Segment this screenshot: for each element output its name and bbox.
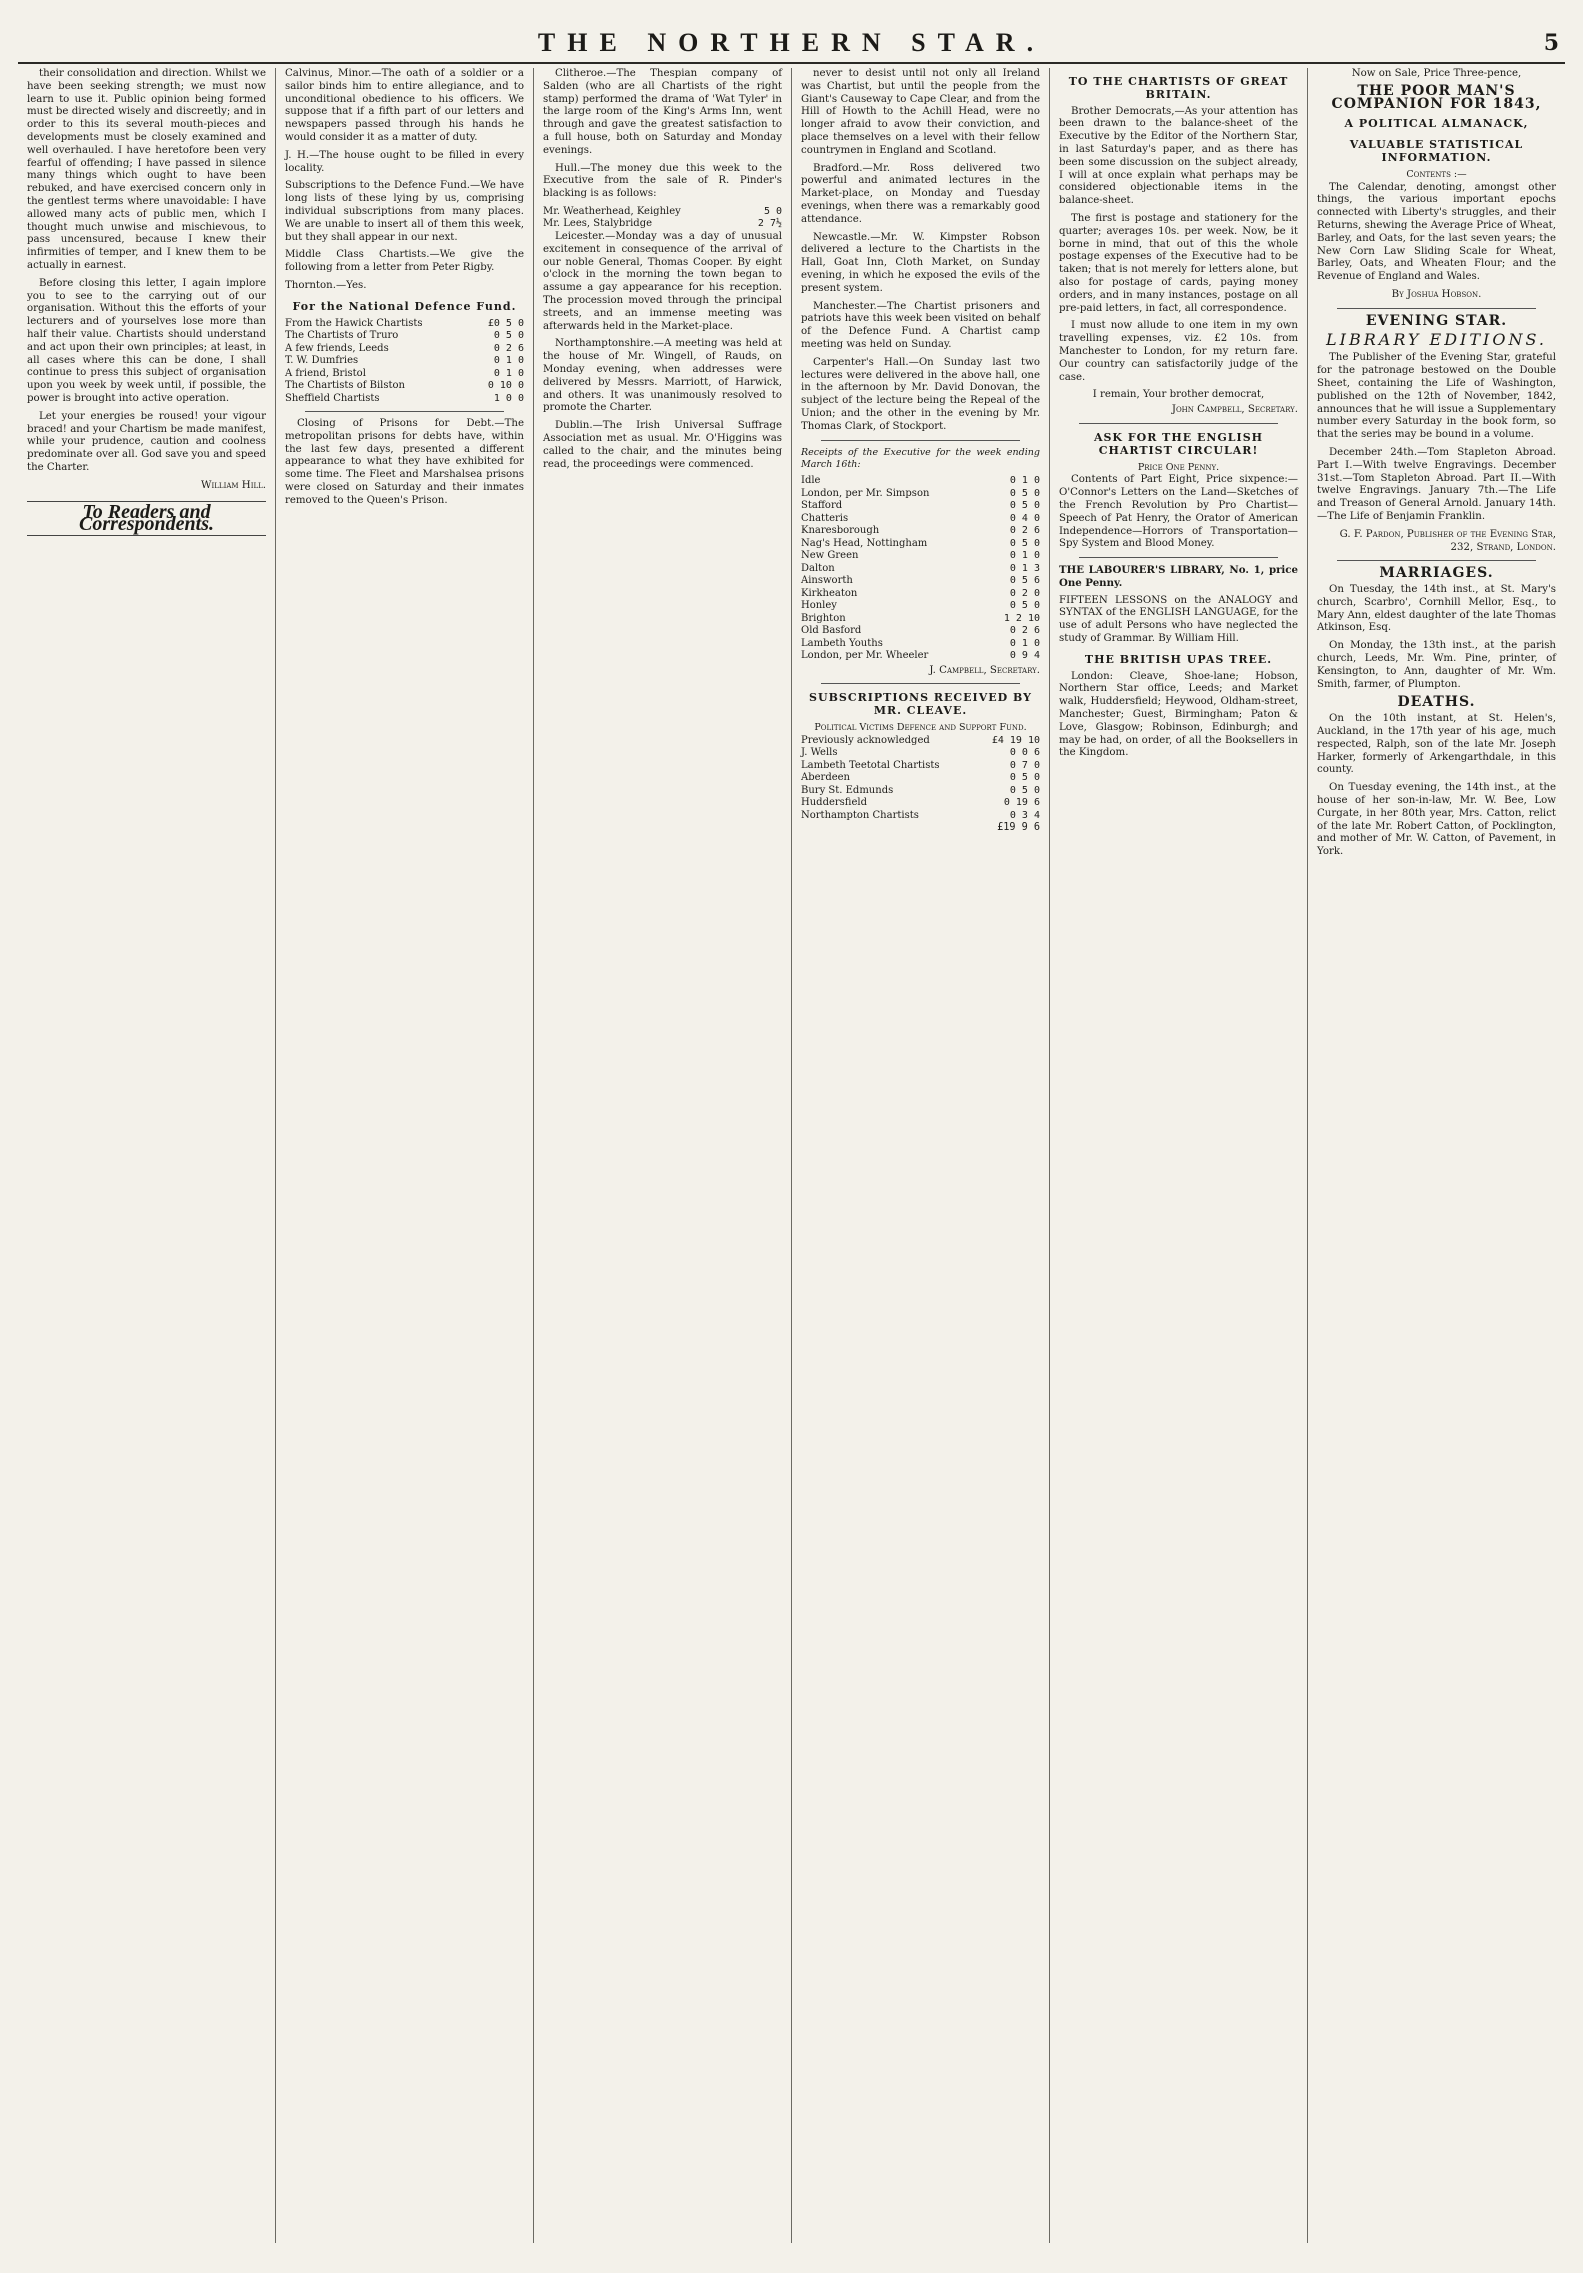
correspondent-note: Subscriptions to the Defence Fund.—We have long lists of these lying by us, comprising individual subscriptions from many places. We are unable to insert all of them this week, but they shall appear in our next. (285, 180, 524, 243)
advert-heading: THE BRITISH UPAS TREE. (1084, 652, 1273, 666)
evening-star-heading: EVENING STAR. (1365, 312, 1508, 329)
article-paragraph: Brother Democrats,—As your attention has been drawn to the balance-sheet of the Executive by the Editor of the Northern Star, in last Saturday's paper, and as there has been some discussion on the subject already, I will at once explain what perhaps may be considered objectionable items in the balance-sheet. (1059, 105, 1298, 207)
advert-title: THE LABOURER'S LIBRARY, No. 1, price One Penny. (1059, 564, 1298, 589)
article-paragraph: Closing of Prisons for Debt.—The metropolitan prisons for debts have, within the last few days, presented a different appearance to what they have exhibited for some time. The Fleet and Marshalsea prisons were closed on Saturday and their inmates removed to the Queen's Prison. (285, 418, 524, 506)
article-paragraph: Northamptonshire.—A meeting was held at the house of Mr. Wingell, of Rauds, on Monday evening, when addresses were delivered by Messrs. Marriott, of Harwick, and others. It was unanimously resolved to promote the Charter. (543, 338, 782, 414)
section-heading: To Readers and Correspondents. (27, 501, 266, 537)
advert-paragraph: The Calendar, denoting, amongst other things, the various important epochs connected with Liberty's struggles, and their Returns, shewing the Average Price of Wheat, Barley, and Oats, for the last seven years; the New Corn Law Sliding Scale for Wheat, Barley, Oats, and Wheaten Flour; and the Revenue of England and Wales. (1317, 181, 1556, 283)
columns (18, 68, 1565, 2243)
subscriptions-heading: SUBSCRIPTIONS RECEIVED BY MR. CLEAVE. (809, 691, 1032, 718)
correspondent-note: Calvinus, Minor.—The oath of a soldier or a sailor binds him to entire allegiance, and to unconditional obedience to his officers. We suppose that if a fifth part of our letters and newspapers passed through his hands he would consider it as a matter of duty. (285, 68, 524, 143)
list-item: Aberdeen 0 5 0 (801, 772, 1040, 784)
list-item: Idle 0 1 0 (801, 475, 1040, 487)
list-item: Mr. Weatherhead, Keighley 5 0 (543, 205, 782, 217)
divider (821, 440, 1020, 441)
marriage-notice: On Tuesday, the 14th inst., at St. Mary's church, Scarbro', Cornhill Mellor, Esq., to Mary Ann, eldest daughter of the late Thomas Atkinson, Esq. (1317, 584, 1556, 634)
article-paragraph: Manchester.—The Chartist prisoners and patriots have this week been visited on behalf of the Defence Fund. A Chartist camp meeting was held on Sunday. (801, 300, 1040, 350)
list-item: Nag's Head, Nottingham 0 5 0 (801, 537, 1040, 549)
article-paragraph: Leicester.—Monday was a day of unusual excitement in consequence of the arrival of our noble General, Thomas Cooper. By eight o'clock in the morning the town began to assume a gay appearance for his reception. The procession moved through the principal streets, and an immense meeting was afterwards held in the Market-place. (543, 230, 782, 332)
list-item: Dalton 0 1 3 (801, 562, 1040, 574)
article-paragraph: Hull.—The money due this week to the Executive from the sale of R. Pinder's blacking is as follows: (543, 162, 782, 200)
advert-heading: ASK FOR THE ENGLISH CHARTIST CIRCULAR! (1093, 430, 1264, 457)
list-item: Mr. Lees, Stalybridge 2 7½ (543, 218, 782, 230)
almanack-subtitle: A POLITICAL ALMANACK, (1344, 117, 1529, 131)
almanack-title: THE POOR MAN'S COMPANION FOR 1843, (1331, 82, 1542, 112)
divider (1079, 557, 1278, 558)
correspondent-note: J. H.—The house ought to be filled in every locality. (285, 149, 524, 174)
column-4 (792, 68, 1050, 2243)
list-item: London, per Mr. Wheeler 0 9 4 (801, 650, 1040, 662)
subscriptions-total: £19 9 6 (997, 822, 1040, 834)
article-paragraph: Bradford.—Mr. Ross delivered two powerful and animated lectures in the Market-place, on Monday and Tuesday evenings, when there was a remarkably good attendance. (801, 162, 1040, 225)
list-item: Chatteris 0 4 0 (801, 512, 1040, 524)
list-item: Honley 0 5 0 (801, 600, 1040, 612)
list-item: Previously acknowledged £4 19 10 (801, 734, 1040, 746)
article-paragraph: Before closing this letter, I again implore you to see to the carrying out of our organisation. Without this the efforts of your lecturers and of yourselves lose more than half their value. Chartists should understand and act upon their own principles; at least, in all cases where this can be done, I shall continue to press this subject of organisation upon you week by week until, if possible, the power is brought into active operation. (27, 277, 266, 404)
list-item: London, per Mr. Simpson 0 5 0 (801, 487, 1040, 499)
marriage-notice: On Monday, the 13th inst., at the parish church, Leeds, Mr. Wm. Pine, printer, of Kensington, to Ann, daughter of Mr. Wm. Smith, farmer, of Plumpton. (1317, 640, 1556, 690)
list-item: A friend, Bristol 0 1 0 (285, 367, 524, 379)
almanack-intro: Now on Sale, Price Three-pence, (1351, 68, 1522, 79)
secretary-signature: J. Campbell, Secretary. (929, 664, 1040, 676)
list-item: The Chartists of Bilston 0 10 0 (285, 380, 524, 392)
list-item: Kirkheaton 0 2 0 (801, 587, 1040, 599)
masthead (18, 28, 1565, 64)
newspaper-title: THE NORTHERN STAR. (537, 28, 1046, 57)
letter-signature: John Campbell, Secretary. (1171, 404, 1298, 416)
advert-price: Price One Penny. (1137, 461, 1220, 473)
column-2 (276, 68, 534, 2243)
list-item: Northampton Chartists 0 3 4 (801, 809, 1040, 821)
article-paragraph: Newcastle.—Mr. W. Kimpster Robson delivered a lecture to the Chartists in the Hall, Goat Inn, Cloth Market, on Sunday evening, in which he exposed the evils of the present system. (801, 231, 1040, 294)
library-editions-heading: LIBRARY EDITIONS. (1326, 329, 1547, 349)
column-1 (18, 68, 276, 2243)
list-item: Old Basford 0 2 6 (801, 625, 1040, 637)
list-item: Huddersfield 0 19 6 (801, 797, 1040, 809)
publisher-signature: G. F. Pardon, Publisher of the Evening Star, 232, Strand, London. (1339, 528, 1556, 553)
article-paragraph: The first is postage and stationery for the quarter; averages 10s. per week. Now, be it borne in mind, that out of this the whole postage expenses of the Executive had to be taken; that is not merely for letters alone, but also for postage of cards, paying money orders, and in many instances, postage on all pre-paid letters, in fact, all correspondence. (1059, 212, 1298, 314)
article-paragraph: I must now allude to one item in my own travelling expenses, viz. £2 10s. from Manchester to London, for my return fare. Our country can satisfactorily judge of the case. (1059, 320, 1298, 383)
divider (1079, 423, 1278, 424)
list-item: Lambeth Teetotal Chartists 0 7 0 (801, 759, 1040, 771)
list-item: J. Wells 0 0 6 (801, 747, 1040, 759)
marriages-heading: MARRIAGES. (1379, 565, 1494, 582)
page-number: 5 (1543, 30, 1559, 56)
death-notice: On the 10th instant, at St. Helen's, Auckland, in the 17th year of his age, much respected, Ralph, son of the late Mr. Joseph Harker, formerly of Arkengarthdale, in this county. (1317, 713, 1556, 776)
list-item: Bury St. Edmunds 0 5 0 (801, 784, 1040, 796)
advert-paragraph: The Publisher of the Evening Star, grateful for the patronage bestowed on the Double Sheet, containing the Life of Washington, published on the 12th of November, 1842, announces that he will issue a Supplementary number every Saturday in the book form, so that the series may be bound in a volume. (1317, 352, 1556, 441)
list-item: Ainsworth 0 5 6 (801, 575, 1040, 587)
correspondent-note: Thornton.—Yes. (285, 279, 367, 291)
divider (1337, 308, 1536, 309)
list-item: Stafford 0 5 0 (801, 500, 1040, 512)
list-title: Receipts of the Executive for the week ending March 16th: (801, 446, 1040, 471)
column-3 (534, 68, 792, 2243)
letter-heading: TO THE CHARTISTS OF GREAT BRITAIN. (1068, 75, 1289, 101)
correspondent-note: Middle Class Chartists.—We give the following from a letter from Peter Rigby. (285, 249, 524, 274)
advert-paragraph: December 24th.—Tom Stapleton Abroad. Part I.—With twelve Engravings. December 31st.—Tom Stapleton Abroad. Part II.—With twelve Engravings. January 7th.—The Life and Treason of General Arnold. January 14th.—The Life of Benjamin Franklin. (1317, 446, 1556, 522)
list-item: New Green 0 1 0 (801, 550, 1040, 562)
contents-label: Contents :— (1406, 168, 1467, 180)
list-title: For the National Defence Fund. (292, 299, 517, 313)
divider (1337, 560, 1536, 561)
list-item: Knaresborough 0 2 6 (801, 525, 1040, 537)
list-item: Sheffield Chartists 1 0 0 (285, 392, 524, 404)
list-item: A few friends, Leeds 0 2 6 (285, 342, 524, 354)
deaths-heading: DEATHS. (1397, 694, 1476, 711)
list-item: T. W. Dumfries 0 1 0 (285, 355, 524, 367)
divider (821, 683, 1020, 684)
article-signature: William Hill. (201, 479, 266, 491)
death-notice: On Tuesday evening, the 14th inst., at the house of her son-in-law, Mr. W. Bee, Low Curgate, in her 80th year, Mrs. Catton, relict of the late Mr. Robert Catton, of Pocklington, and mother of Mr. W. Catton, of Pavement, in York. (1317, 782, 1556, 858)
subscriptions-list (801, 735, 1040, 823)
advert-paragraph: Contents of Part Eight, Price sixpence:—O'Connor's Letters on the Land—Sketches of the French Revolution by Pro Chartist—Speech of Pat Henry, the Orator of American Independence—Horrors of Transportation—Spy System and Blood Money. (1059, 474, 1298, 550)
subscription-list (285, 318, 524, 406)
blacking-list (543, 206, 782, 231)
list-item: Brighton 1 2 10 (801, 612, 1040, 624)
letter-closing: I remain, Your brother democrat, (1092, 389, 1265, 401)
article-paragraph: never to desist until not only all Ireland was Chartist, but until the people from the Giant's Causeway to Cape Clear, and from the Hill of Howth to the Achill Head, were no longer afraid to avow their conviction, and place themselves on a level with their fellow countrymen in England and Scotland. (801, 68, 1040, 156)
almanack-author: By Joshua Hobson. (1391, 288, 1482, 300)
almanack-subtitle: VALUABLE STATISTICAL INFORMATION. (1349, 138, 1524, 164)
column-5 (1050, 68, 1308, 2243)
article-paragraph: Clitheroe.—The Thespian company of Salden (who are all Chartists of the right stamp) performed the drama of 'Wat Tyler' in the large room of the King's Arms Inn, went through and gave the greatest satisfaction to a full house, both on Saturday and Monday evenings. (543, 68, 782, 156)
article-paragraph: Let your energies be roused! your vigour braced! and your Chartism be made manifest, while your prudence, caution and coolness predominate over all. God save you and speed the Charter. (27, 410, 266, 473)
article-paragraph: Dublin.—The Irish Universal Suffrage Association met as usual. Mr. O'Higgins was called to the chair, and the minutes being read, the proceedings were commenced. (543, 420, 782, 470)
list-item: From the Hawick Chartists £0 5 0 (285, 317, 524, 329)
article-paragraph: their consolidation and direction. Whilst we have been seeking strength; we must now learn to use it. Public opinion being formed must be directed wisely and discreetly; and in order to this its several mouth-pieces and developments must be closely examined and well overhauled. I have heretofore been very fearful of offending; I have passed in silence many things which ought to have been rebuked, and have exercised concern only in the gentlest terms where unavoidable: I have allowed many acts of public men, which I thought much unwise and mischievous, to pass uncensured, because I knew their infirmities of temper, and I knew them to be actually in earnest. (27, 68, 266, 271)
advert-paragraph: London: Cleave, Shoe-lane; Hobson, Northern Star office, Leeds; and Market walk, Huddersfield; Heywood, Oldham-street, Manchester; Guest, Birmingham; Paton & Love, Glasgow; Robinson, Edinburgh; and may be had, on order, of all the Booksellers in the Kingdom. (1059, 670, 1298, 759)
list-item: The Chartists of Truro 0 5 0 (285, 330, 524, 342)
divider (305, 411, 504, 412)
article-paragraph: Carpenter's Hall.—On Sunday last two lectures were delivered in the above hall, one in the afternoon by Mr. David Donovan, the subject of the lecture being the Repeal of the Union; and the other in the evening by Mr. Thomas Clark, of Stockport. (801, 356, 1040, 432)
subscriptions-subheading: Political Victims Defence and Support Fund. (814, 722, 1027, 733)
column-6 (1308, 68, 1565, 2243)
list-item: Lambeth Youths 0 1 0 (801, 637, 1040, 649)
advert-title: FIFTEEN LESSONS on the ANALOGY and SYNTAX of the ENGLISH LANGUAGE, for the use of adult Persons who have neglected the study of Grammar. By William Hill. (1059, 594, 1298, 645)
receipts-list (801, 475, 1040, 663)
